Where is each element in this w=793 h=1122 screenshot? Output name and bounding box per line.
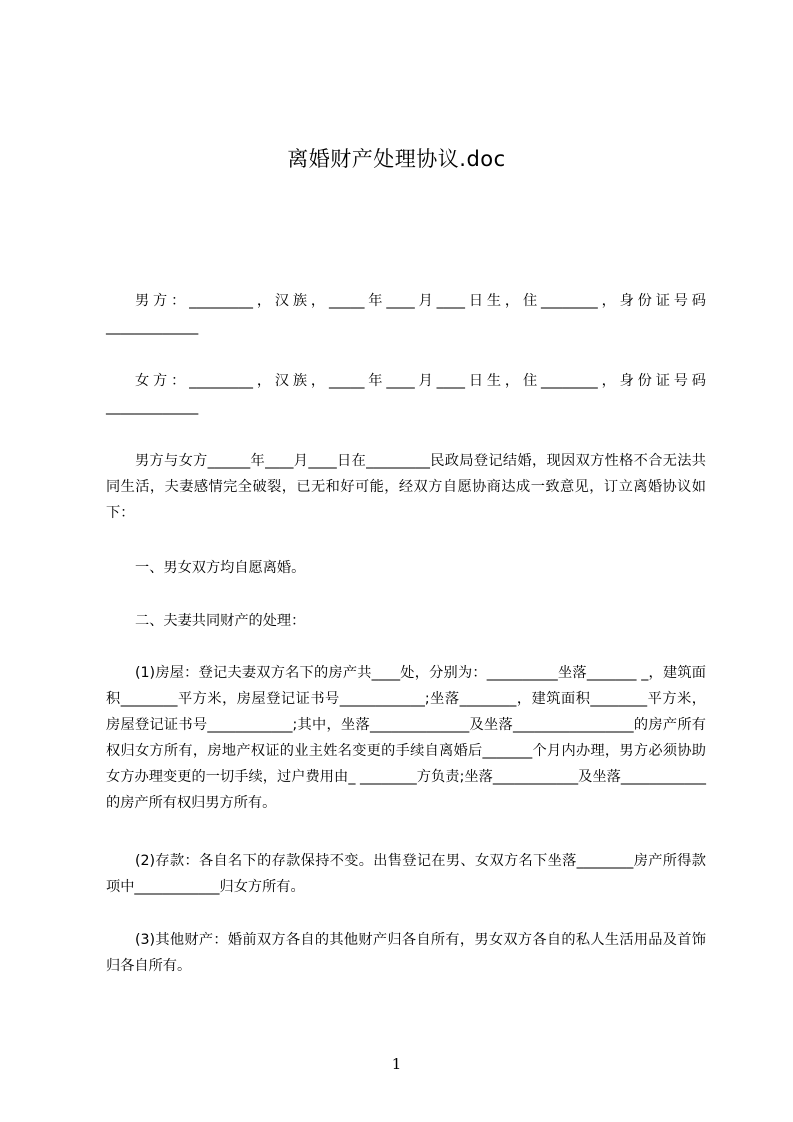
paragraph-text: (1)房屋：登记夫妻双方名下的房产共____处，分别为：__________坐落_______ _，建筑面积________平方米，房屋登记证书号____________;坐落________，建筑面积________平方米，房屋登记证书号____________;其中，坐落______________及坐落_________________的房产所有权归女方所有，房地产权证的业主姓名变更的手续自离婚后_______个月内办理，男方必须协助女方办理变更的一切手续，过户费用由_ ________方负责;坐落____________及坐落____________的房产所有权归男方所有。	[106, 665, 706, 811]
paragraph-text: 女方：_________，汉族，_____年____月____日生，住________，身份证号码_____________	[106, 373, 706, 415]
paragraph-text: 二、夫妻共同财产的处理：	[135, 613, 306, 629]
clause-deposits	[106, 848, 706, 900]
paragraph-text: 一、男女双方均自愿离婚。	[135, 560, 306, 576]
clause-two-heading	[106, 608, 706, 634]
document-title: 离婚财产处理协议.doc	[287, 147, 506, 171]
clause-house	[106, 660, 706, 816]
paragraph-text: 男方与女方______年____月____日在_________民政局登记结婚，现因双方性格不合无法共同生活，夫妻感情完全破裂，已无和好可能，经双方自愿协商达成一致意见，订立离婚协议如下：	[106, 453, 706, 521]
clause-other-property	[106, 927, 706, 979]
paragraph-text: (2)存款：各自名下的存款保持不变。出售登记在男、女双方名下坐落________房产所得款项中____________归女方所有。	[106, 853, 706, 895]
male-party-paragraph	[106, 288, 706, 340]
page-number: 1	[391, 1055, 402, 1073]
clause-one	[106, 555, 706, 581]
paragraph-text: 男方：_________，汉族，_____年____月____日生，住________，身份证号码_____________	[106, 293, 706, 335]
paragraph-text: (3)其他财产：婚前双方各自的其他财产归各自所有，男女双方各自的私人生活用品及首饰归各自所有。	[106, 932, 706, 974]
marriage-registration-paragraph	[106, 448, 706, 526]
female-party-paragraph	[106, 368, 706, 420]
